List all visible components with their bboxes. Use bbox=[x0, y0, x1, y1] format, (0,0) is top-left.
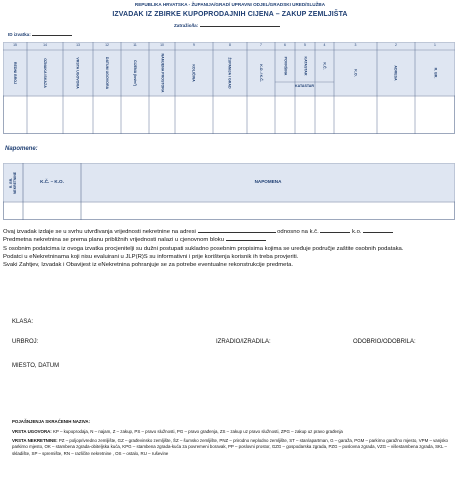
izradio-label: IZRADIO/IZRADILA: bbox=[216, 339, 271, 345]
column-number: 9 bbox=[193, 43, 195, 47]
column-number: 3 bbox=[354, 43, 357, 47]
column-number: 15 bbox=[13, 43, 17, 47]
statement-block bbox=[3, 228, 455, 269]
column-header bbox=[121, 51, 149, 95]
column-header bbox=[275, 51, 295, 81]
statement-p5: Svaki Zahtjev, Izvadak i Obavijest iz eNekretnina pohranjuje se za potrebe eventualne rekonstrukcije predmeta. bbox=[3, 262, 293, 269]
column-number: 11 bbox=[133, 43, 137, 47]
kc-blank bbox=[320, 232, 350, 233]
column-number: 6 bbox=[284, 43, 286, 47]
legend-vrsta-ugovora-label: VRSTA UGOVORA: bbox=[12, 429, 52, 435]
column-header bbox=[3, 51, 27, 95]
napomene-col-napomena: NAPOMENA bbox=[254, 179, 282, 184]
napomene-title: Napomene: bbox=[5, 146, 38, 152]
column-number: 10 bbox=[160, 43, 164, 47]
statement-p2 bbox=[3, 236, 455, 244]
legend-vrsta-ugovora-text: KP – kupoprodaja, N – najam, Z – zakup, PS – pravo služnosti, PG – pravo građenja, ZS – zakup uz pravo služnosti, ZPG – zakup uz pravo građenja bbox=[53, 429, 343, 435]
column-header bbox=[175, 51, 213, 95]
legend-vrsta-nekretnine-label: VRSTA NEKRETNINE: bbox=[12, 437, 58, 443]
id-izvatka-line bbox=[32, 35, 72, 36]
legend-vrsta-ugovora bbox=[12, 429, 452, 435]
legend-vrsta-nekretnine bbox=[12, 438, 452, 457]
p1-text-a: Ovaj izvadak izdaje se u svrhu utvrđivanja vrijednosti nekretnine na adresi bbox=[3, 229, 196, 235]
column-header bbox=[315, 51, 334, 81]
column-header-label: KATASTAR bbox=[303, 56, 307, 76]
napomene-table bbox=[3, 163, 455, 220]
column-header-label: R. BR. bbox=[433, 67, 437, 79]
urbroj-label: URBROJ: bbox=[12, 339, 39, 345]
zatrazio-label: Zatražio/la: bbox=[174, 23, 199, 28]
column-header-label: CIJENA (kn/m²) bbox=[133, 59, 137, 87]
column-number: 13 bbox=[76, 43, 80, 47]
column-number: 5 bbox=[304, 43, 306, 47]
zatrazio-line bbox=[200, 26, 280, 27]
column-number: 12 bbox=[105, 43, 109, 47]
column-header-label: K.Č. bbox=[322, 62, 327, 70]
column-number: 1 bbox=[434, 43, 436, 47]
statement-p4: Podatci u eNekretninama koji nisu evaluirani u JLP(R)S su informativni i prije korištenja korisnik ih treba provjeriti. bbox=[3, 253, 299, 260]
napomene-col-rbr bbox=[3, 163, 23, 202]
blok-blank bbox=[226, 240, 266, 241]
address-blank bbox=[198, 232, 276, 233]
column-header-label: REDNI BROJ bbox=[12, 61, 17, 85]
page-title: IZVADAK IZ ZBIRKE KUPOPRODAJNIH CIJENA – ZAKUP ZEMLJIŠTA bbox=[112, 11, 348, 18]
column-header bbox=[27, 51, 63, 95]
column-header-label: DATUM UGOVORA bbox=[105, 56, 109, 90]
column-header-label: NAMJENA PROSTORA bbox=[160, 53, 164, 93]
legend-vrsta-nekretnine-text: PZ – poljoprivredno zemljište, GZ – građevinsko zemljište, ŠZ – šumsko zemljište, PNZ – prirodno neplodno zemljište, ST – stan/apartman, G – garaža, PGM – parkirno garažno mjesto, VPM – vanjsko parkirno mjesto, OK – stambena zgrada-obiteljska kuća, KPG – stambena zgrada-kuća za povremeni boravak, PP – poslovni prostor, GZG – gospodarska zgrada, PZG – poslovna zgrada, VZG – višestambena zgrada, SKL – skladište, SP – spremište, RN – različite nekretnine , OS – ostalo, RU – ruševine bbox=[12, 437, 449, 456]
napomene-col-rbr-label: R. BR. NEKRETNINE bbox=[9, 171, 17, 194]
main-table bbox=[3, 42, 455, 134]
column-header-label: K.O. / K.Č. bbox=[258, 64, 263, 82]
column-header-label: K.O. bbox=[353, 69, 358, 77]
napomene-col-kc: K.Č. – K.O. bbox=[40, 179, 64, 184]
column-header bbox=[149, 51, 175, 95]
p1-text-b: odnosno na k.č. bbox=[277, 229, 319, 235]
column-number: 14 bbox=[43, 43, 47, 47]
column-number: 4 bbox=[323, 43, 326, 47]
column-header bbox=[93, 51, 121, 95]
statement-p3: S osobnim podatcima iz ovoga izvatka procjenitelji su dužni postupati sukladno posebnim propisima kojima se uređuje područje zaštite osobnih podataka. bbox=[3, 245, 404, 252]
katastar-label: KATASTAR bbox=[295, 84, 314, 88]
column-header-label: ŽUPANIJA / GRAD bbox=[228, 57, 232, 89]
column-number: 8 bbox=[229, 43, 231, 47]
klasa-label: KLASA: bbox=[12, 319, 34, 325]
column-header bbox=[334, 51, 377, 95]
legend-title: POJAŠNJENJA SKRAĆENIH NAZIVA: bbox=[12, 419, 91, 424]
mjesto-datum-label: MIESTO, DATUM bbox=[12, 363, 60, 369]
legend bbox=[12, 419, 452, 457]
column-header bbox=[295, 51, 315, 81]
column-header bbox=[213, 51, 247, 95]
napomene-grid bbox=[3, 163, 455, 220]
column-header bbox=[63, 51, 93, 95]
column-header-label: POVRŠINA bbox=[283, 56, 287, 76]
zatrazio-field bbox=[174, 23, 280, 28]
p1-text-c: k.o. bbox=[352, 229, 362, 235]
column-number: 2 bbox=[395, 43, 397, 47]
column-header-label: ADRESA bbox=[394, 65, 398, 81]
id-izvatka-label: ID izvatka: bbox=[8, 32, 31, 37]
column-header-label: OZNAKA ISKAZA bbox=[43, 58, 47, 88]
p2-text: Predmetna nekretnina se prema planu približnih vrijednosti nalazi u cjenovnom bloku bbox=[3, 237, 225, 244]
column-header bbox=[415, 51, 455, 95]
column-header-label: KOLIČINA bbox=[192, 64, 196, 82]
header-line1: REPUBLIKA HRVATSKA - ŽUPANIJA/GRAD/ UPRAVNI ODJEL/GRADSKI URED/SLUŽBA bbox=[134, 2, 326, 7]
column-header-label: VRSTA UGOVORA bbox=[76, 57, 81, 89]
column-number: 7 bbox=[260, 43, 262, 47]
column-header bbox=[377, 51, 415, 95]
statement-p1 bbox=[3, 228, 455, 236]
column-header bbox=[247, 51, 275, 95]
ko-blank bbox=[363, 232, 393, 233]
id-izvatka-field bbox=[8, 32, 72, 37]
odobrio-label: ODOBRIO/ODOBRILA: bbox=[353, 339, 416, 345]
